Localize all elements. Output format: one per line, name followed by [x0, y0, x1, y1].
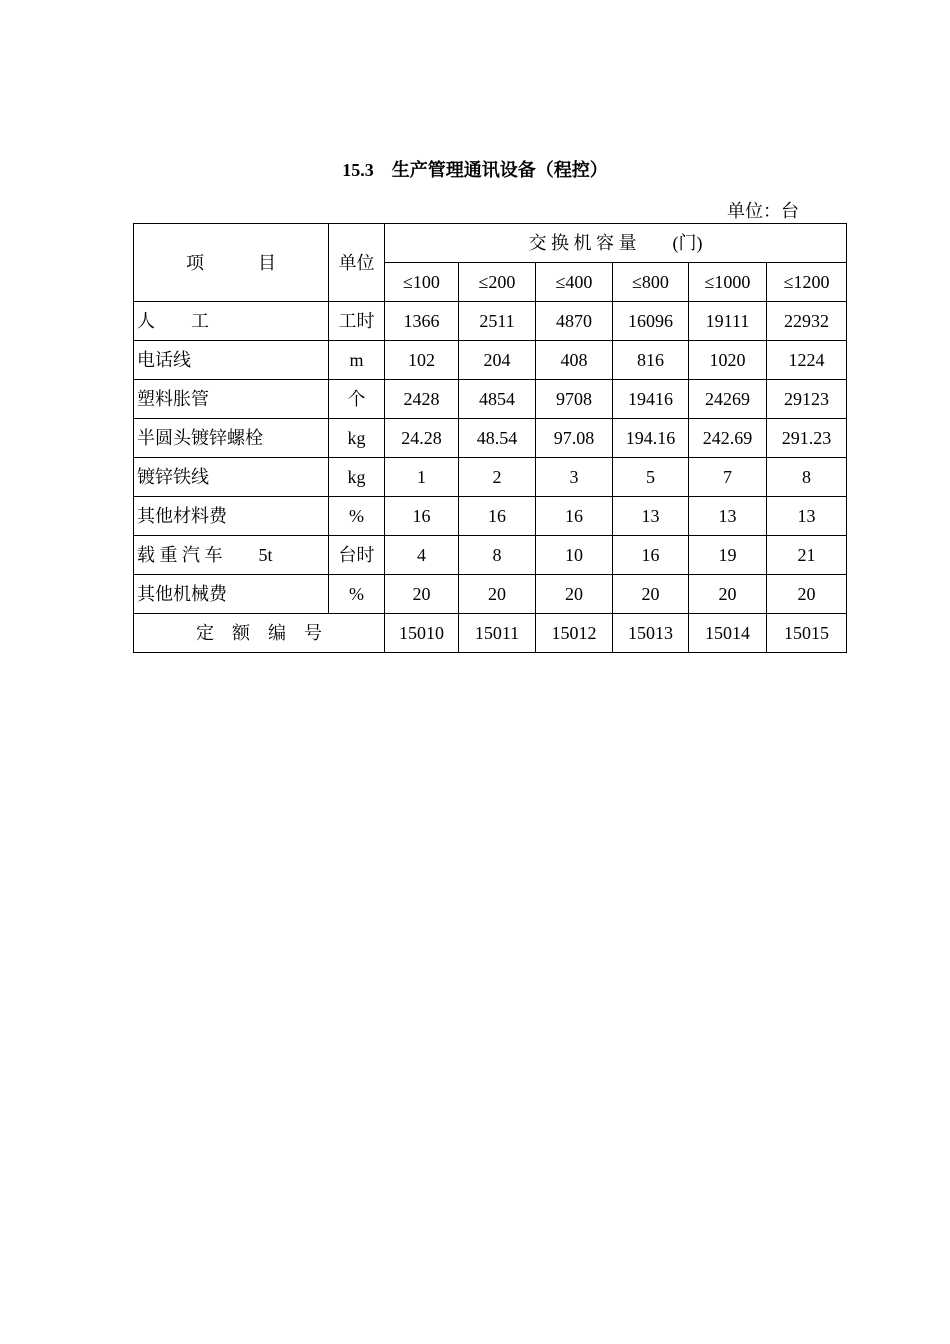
- row-item: 载 重 汽 车 5t: [134, 536, 329, 575]
- row-value: 24269: [689, 380, 767, 419]
- row-value: 13: [767, 497, 847, 536]
- table-row: [134, 302, 847, 341]
- row-value: 22932: [767, 302, 847, 341]
- table-row: [134, 536, 847, 575]
- column-header: ≤200: [459, 263, 536, 302]
- row-value: 2428: [385, 380, 459, 419]
- row-unit: %: [329, 575, 385, 614]
- row-unit: 个: [329, 380, 385, 419]
- unit-note: 单位：台: [727, 201, 799, 221]
- row-value: 16: [536, 497, 613, 536]
- row-value: 4870: [536, 302, 613, 341]
- row-item: 塑料胀管: [134, 380, 329, 419]
- quota-code: 15012: [536, 614, 613, 653]
- row-value: 7: [689, 458, 767, 497]
- section-title: 15.3 生产管理通讯设备（程控）: [342, 160, 608, 180]
- row-value: 1020: [689, 341, 767, 380]
- column-header: ≤100: [385, 263, 459, 302]
- row-value: 29123: [767, 380, 847, 419]
- row-value: 20: [613, 575, 689, 614]
- row-unit: kg: [329, 419, 385, 458]
- row-value: 16: [613, 536, 689, 575]
- table-row: [134, 458, 847, 497]
- row-value: 1224: [767, 341, 847, 380]
- row-value: 19416: [613, 380, 689, 419]
- row-value: 1366: [385, 302, 459, 341]
- row-value: 21: [767, 536, 847, 575]
- row-unit: kg: [329, 458, 385, 497]
- row-value: 19: [689, 536, 767, 575]
- row-value: 194.16: [613, 419, 689, 458]
- row-value: 4: [385, 536, 459, 575]
- quota-code: 15014: [689, 614, 767, 653]
- row-value: 19111: [689, 302, 767, 341]
- quota-code: 15013: [613, 614, 689, 653]
- row-value: 20: [689, 575, 767, 614]
- row-value: 2511: [459, 302, 536, 341]
- row-value: 102: [385, 341, 459, 380]
- row-value: 204: [459, 341, 536, 380]
- row-value: 24.28: [385, 419, 459, 458]
- table-row: [134, 497, 847, 536]
- row-value: 97.08: [536, 419, 613, 458]
- footer-row: [134, 614, 847, 653]
- quota-code: 15015: [767, 614, 847, 653]
- column-header: ≤800: [613, 263, 689, 302]
- table-row: [134, 341, 847, 380]
- row-value: 3: [536, 458, 613, 497]
- row-value: 20: [459, 575, 536, 614]
- quota-code: 15010: [385, 614, 459, 653]
- row-value: 13: [689, 497, 767, 536]
- row-item: 半圆头镀锌螺栓: [134, 419, 329, 458]
- row-value: 13: [613, 497, 689, 536]
- unit-header: 单位: [329, 224, 385, 302]
- item-header: 项 目: [134, 224, 329, 302]
- row-unit: %: [329, 497, 385, 536]
- table-row: [134, 419, 847, 458]
- row-value: 1: [385, 458, 459, 497]
- row-value: 2: [459, 458, 536, 497]
- row-value: 4854: [459, 380, 536, 419]
- row-value: 16: [459, 497, 536, 536]
- header-row-1: [134, 224, 847, 263]
- quota-code: 15011: [459, 614, 536, 653]
- row-unit: 台时: [329, 536, 385, 575]
- row-value: 242.69: [689, 419, 767, 458]
- row-value: 9708: [536, 380, 613, 419]
- row-value: 48.54: [459, 419, 536, 458]
- row-value: 10: [536, 536, 613, 575]
- row-item: 电话线: [134, 341, 329, 380]
- quota-table: [133, 223, 847, 653]
- row-item: 其他机械费: [134, 575, 329, 614]
- row-item: 人 工: [134, 302, 329, 341]
- row-value: 8: [767, 458, 847, 497]
- row-unit: m: [329, 341, 385, 380]
- row-unit: 工时: [329, 302, 385, 341]
- row-value: 20: [536, 575, 613, 614]
- table-row: [134, 575, 847, 614]
- row-value: 20: [385, 575, 459, 614]
- row-value: 291.23: [767, 419, 847, 458]
- row-value: 816: [613, 341, 689, 380]
- row-item: 其他材料费: [134, 497, 329, 536]
- capacity-group-header: 交 换 机 容 量 (门): [385, 224, 847, 263]
- row-value: 16096: [613, 302, 689, 341]
- row-value: 20: [767, 575, 847, 614]
- row-item: 镀锌铁线: [134, 458, 329, 497]
- table-row: [134, 380, 847, 419]
- row-value: 8: [459, 536, 536, 575]
- row-value: 5: [613, 458, 689, 497]
- row-value: 16: [385, 497, 459, 536]
- column-header: ≤400: [536, 263, 613, 302]
- row-value: 408: [536, 341, 613, 380]
- column-header: ≤1000: [689, 263, 767, 302]
- column-header: ≤1200: [767, 263, 847, 302]
- quota-code-label: 定 额 编 号: [134, 614, 385, 653]
